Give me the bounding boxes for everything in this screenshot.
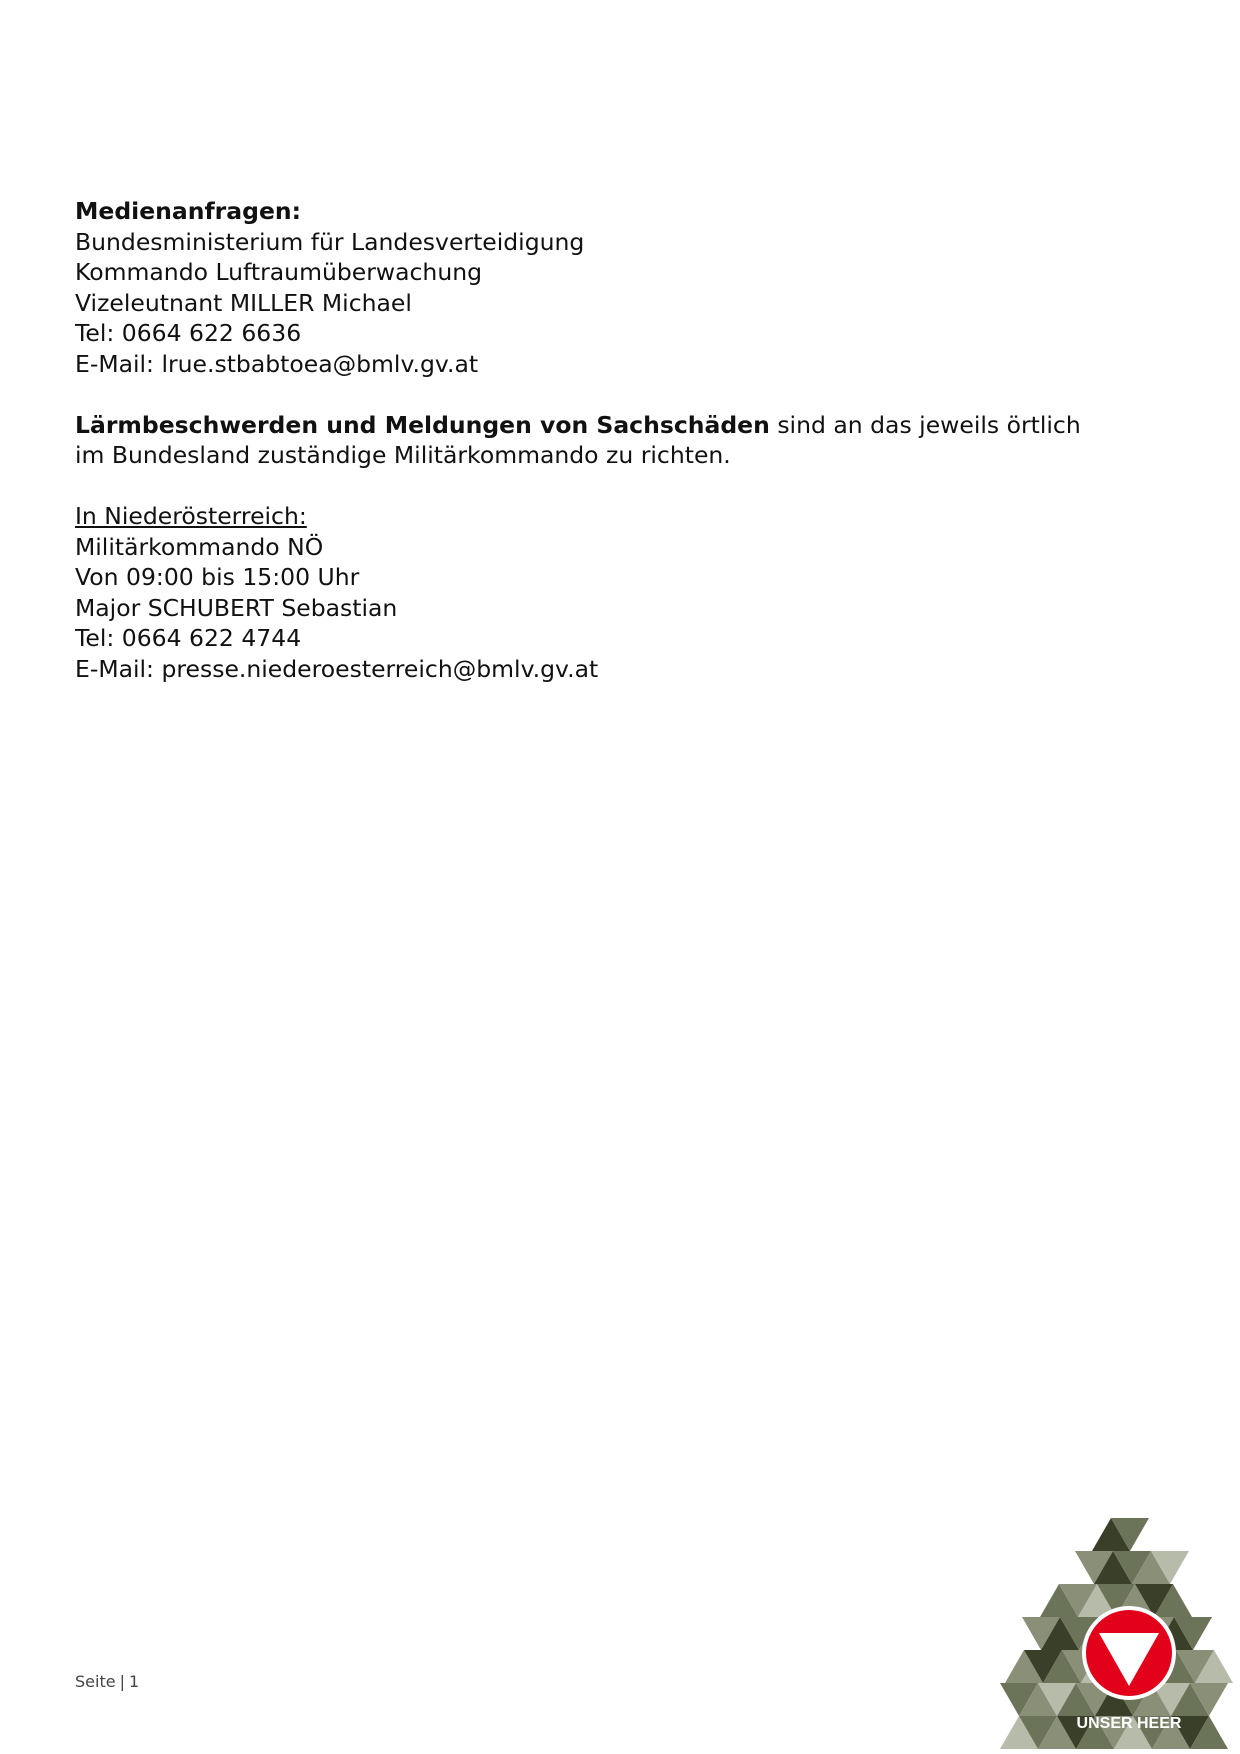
page-separator: | [119,1672,125,1691]
document-body [75,196,1081,684]
unser-heer-logo [1000,1518,1240,1754]
logo-text: UNSER HEER [1076,1715,1182,1732]
lower-austria-heading: In Niederösterreich: [75,502,307,530]
complaints-bold-text: Lärmbeschwerden und Meldungen von Sachschäden [75,410,770,439]
lower-austria-email: E-Mail: presse.niederoesterreich@bmlv.gv.at [75,654,599,683]
lower-austria-contact-person: Major SCHUBERT Sebastian [75,593,398,622]
lower-austria-section [75,501,1075,684]
media-phone: Tel: 0664 622 6636 [75,319,302,347]
media-section [75,196,1075,379]
page-footer [75,1672,139,1691]
spacer [75,471,1075,502]
media-email: E-Mail: lrue.stbabtoea@bmlv.gv.at [75,349,479,378]
media-heading: Medienanfragen: [75,197,302,225]
complaints-line-1 [75,410,1081,441]
lower-austria-phone: Tel: 0664 622 4744 [75,624,302,652]
complaints-section [75,410,1081,471]
media-command: Kommando Luftraumüberwachung [75,258,483,286]
complaints-rest-line-1: sind an das jeweils örtlich [769,410,1081,439]
spacer [75,379,1075,410]
media-contact-person: Vizeleutnant MILLER Michael [75,288,412,317]
media-ministry: Bundesministerium für Landesverteidigung [75,227,585,256]
lower-austria-hours: Von 09:00 bis 15:00 Uhr [75,563,360,591]
page-label: Seite [75,1672,116,1691]
complaints-line-2: im Bundesland zuständige Militärkommando zu richten. [75,441,731,469]
page-number: 1 [128,1672,140,1691]
lower-austria-command: Militärkommando NÖ [75,532,324,561]
